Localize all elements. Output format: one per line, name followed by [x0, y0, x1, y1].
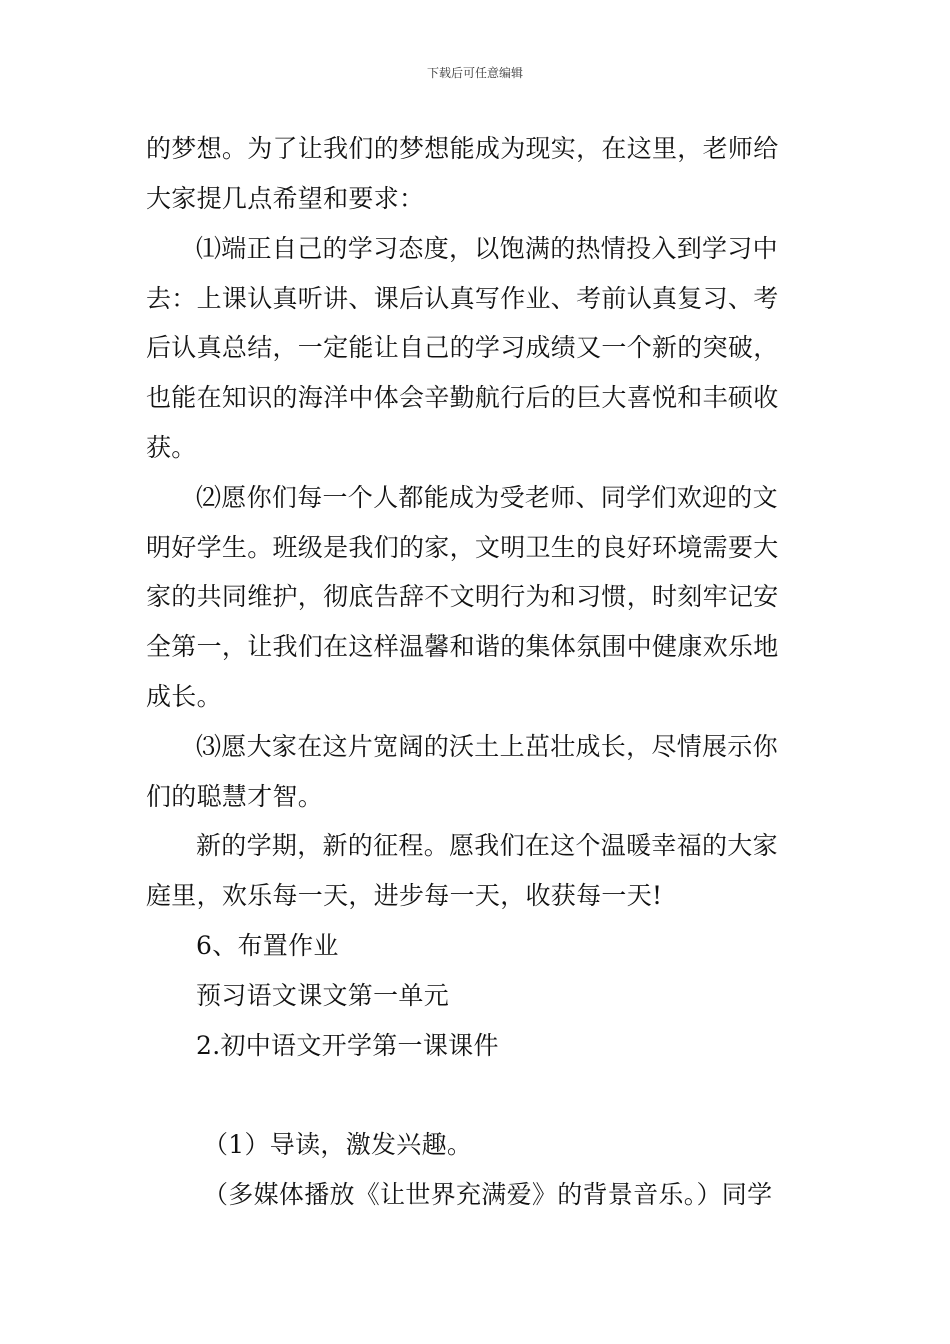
paragraph-line: 大家提几点希望和要求：: [146, 184, 425, 213]
paragraph-line: 的梦想。为了让我们的梦想能成为现实，在这里，老师给: [146, 134, 779, 163]
paragraph-line: 后认真总结，一定能让自己的学习成绩又一个新的突破，: [146, 333, 779, 362]
paragraph-line: 也能在知识的海洋中体会辛勤航行后的巨大喜悦和丰硕收: [146, 383, 779, 412]
list-item-1-line: ⑴端正自己的学习态度，以饱满的热情投入到学习中: [196, 234, 778, 263]
paragraph-line: 成长。: [146, 682, 222, 711]
paragraph-line: 们的聪慧才智。: [146, 782, 324, 811]
subsection-heading: （1）导读，激发兴趣。: [203, 1130, 473, 1159]
paragraph-line: 全第一，让我们在这样温馨和谐的集体氛围中健康欢乐地: [146, 632, 779, 661]
paragraph-line: 去：上课认真听讲、课后认真写作业、考前认真复习、考: [146, 284, 779, 313]
list-item-3-line: ⑶愿大家在这片宽阔的沃土上茁壮成长，尽情展示你: [196, 732, 778, 761]
paragraph-line: 新的学期，新的征程。愿我们在这个温暖幸福的大家: [196, 831, 778, 860]
paragraph-line: 明好学生。班级是我们的家，文明卫生的良好环境需要大: [146, 533, 779, 562]
paragraph-line: 家的共同维护，彻底告辞不文明行为和习惯，时刻牢记安: [146, 582, 779, 611]
paragraph-line: （多媒体播放《让世界充满爱》的背景音乐。）同学: [203, 1180, 773, 1209]
section-heading: 2.初中语文开学第一课课件: [196, 1031, 499, 1060]
list-item-2-line: ⑵愿你们每一个人都能成为受老师、同学们欢迎的文: [196, 483, 778, 512]
paragraph-line: 获。: [146, 433, 197, 462]
paragraph-line: 预习语文课文第一单元: [196, 981, 450, 1010]
section-heading: 6、布置作业: [196, 931, 339, 960]
paragraph-line: 庭里，欢乐每一天，进步每一天，收获每一天!: [146, 881, 663, 910]
page-header: 下载后可任意编辑: [426, 66, 523, 80]
